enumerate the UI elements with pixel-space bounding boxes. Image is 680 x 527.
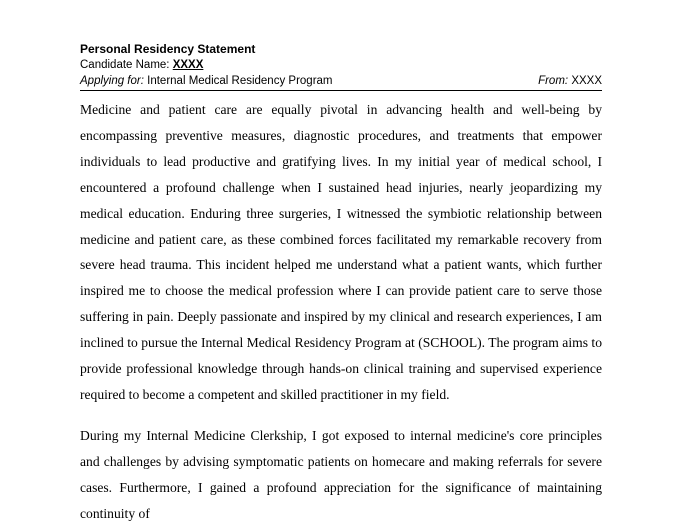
paragraph-2: During my Internal Medicine Clerkship, I got exposed to internal medicine's core principles and challenges by advising symptomatic patients on homecare and making referrals for severe cases. Furthermore, I gained a profound appreciation for the significance of maintaining continuity of: [80, 427, 602, 521]
from-value: XXXX: [571, 75, 602, 87]
candidate-line: [80, 57, 602, 73]
applying-line: [80, 73, 602, 91]
candidate-label: Candidate Name:: [80, 59, 170, 71]
statement-header: [80, 41, 602, 91]
from-block: [538, 73, 602, 89]
applying-program: Internal Medical Residency Program: [147, 75, 333, 87]
statement-body: [80, 97, 602, 527]
applying-label: Applying for:: [80, 75, 144, 87]
candidate-name: XXXX: [172, 59, 204, 71]
document-title: Personal Residency Statement: [80, 42, 256, 56]
paragraph-1: Medicine and patient care are equally pivotal in advancing health and well-being by encompassing preventive measures, diagnostic procedures, and treatments that empower individuals to lead productive and gratifying lives. In my initial year of medical school, I encountered a profound challenge when I sustained head injuries, nearly jeopardizing my medical education. Enduring three surgeries, I witnessed the symbiotic relationship between medicine and patient care, as these combined forces facilitated my remarkable recovery from severe head trauma. This incident helped me understand what a patient wants, which further inspired me to choose the medical profession where I can provide patient care to serve those suffering in pain. Deeply passionate and inspired by my clinical and research experiences, I am inclined to pursue the Internal Medical Residency Program at (SCHOOL). The program aims to provide professional knowledge through hands-on clinical training and supervised experience required to become a competent and skilled practitioner in my field.: [80, 102, 602, 402]
from-label: From:: [538, 75, 569, 87]
